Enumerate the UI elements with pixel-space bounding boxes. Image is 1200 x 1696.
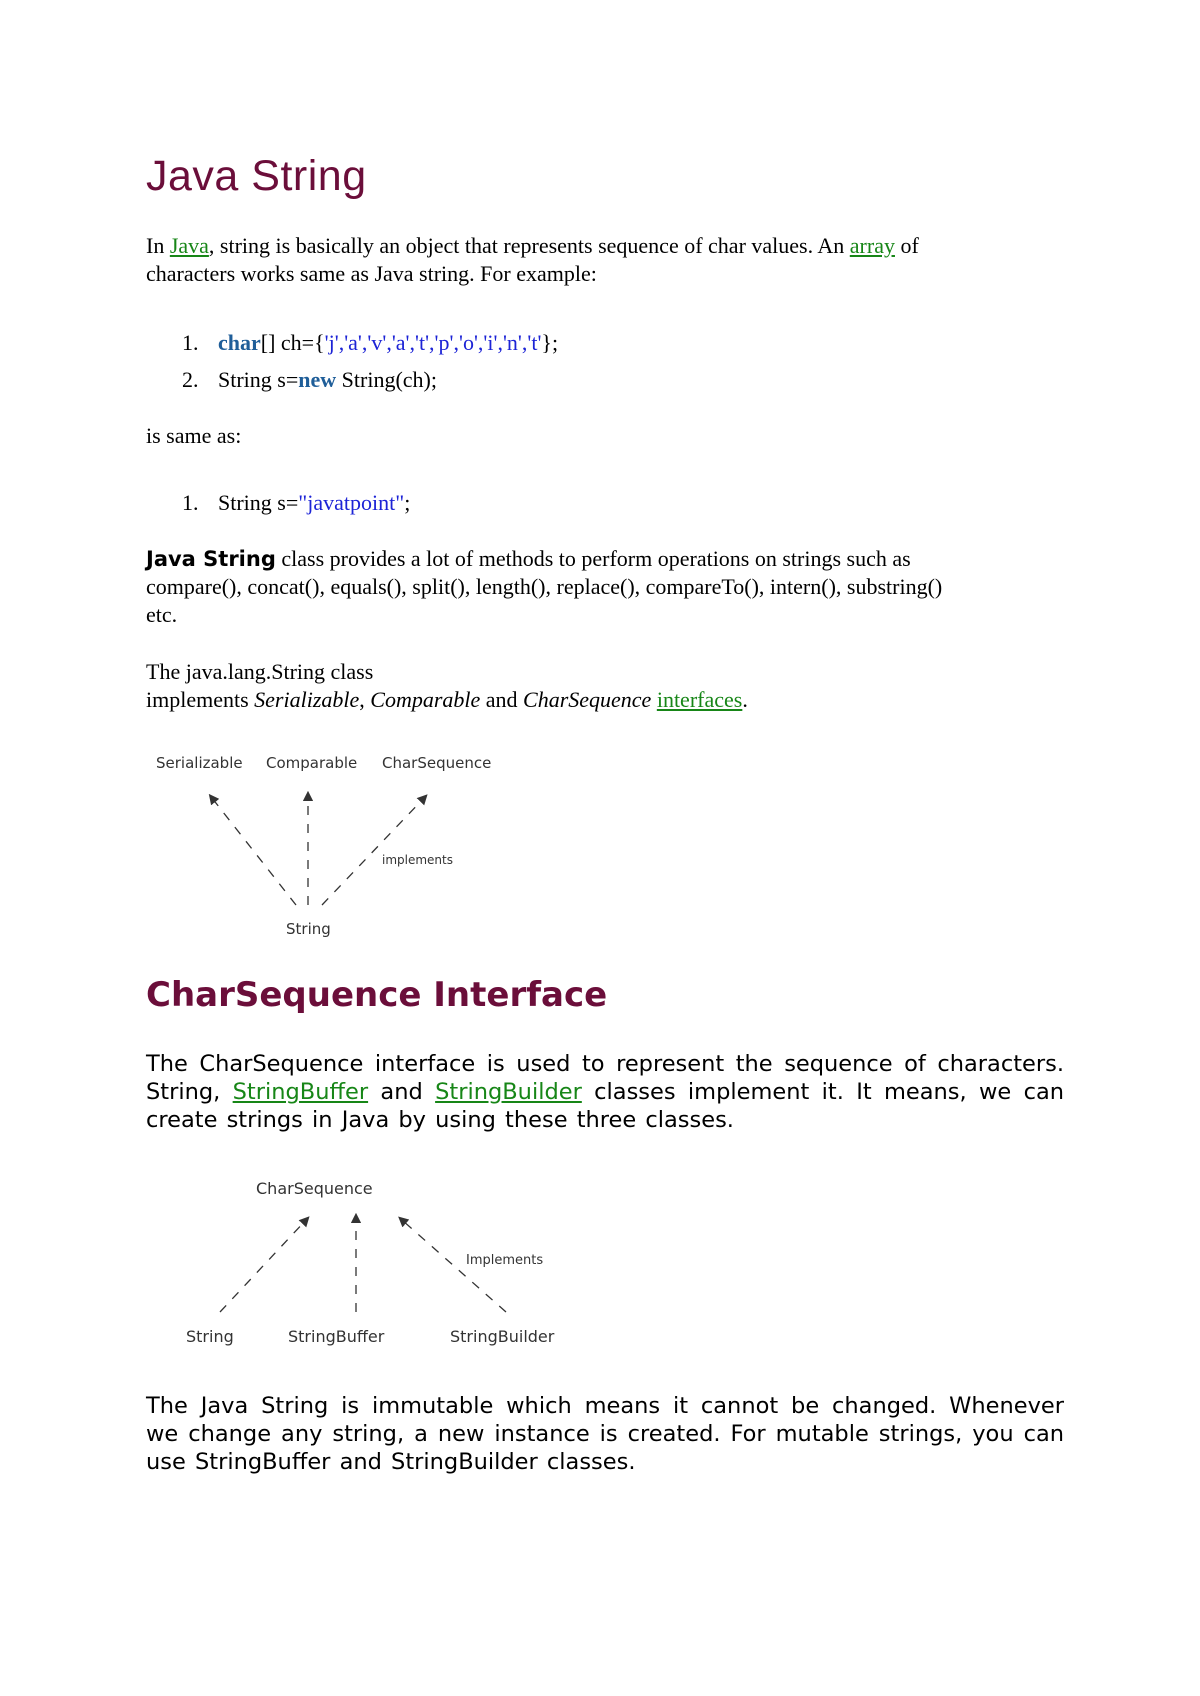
section-heading-charsequence: CharSequence Interface (146, 975, 608, 1015)
same-as-text: is same as: (146, 423, 242, 448)
label2-string: String (186, 1327, 234, 1346)
implements-paragraph: The java.lang.String class implements Serializable, Comparable and CharSequence interfaces. (146, 659, 748, 712)
immutable-paragraph: The Java String is immutable which means it cannot be changed. Whenever we change any string, a new instance is created. For mutable strings, you can use StringBuffer and StringBuilder classes. (146, 1393, 1064, 1475)
arrow-to-serializable (212, 798, 296, 905)
intro-line-2: characters works same as Java string. For example: (146, 261, 597, 286)
label-charsequence: CharSequence (382, 754, 492, 772)
arrow-to-charsequence (322, 798, 424, 905)
array-link[interactable]: array (849, 233, 895, 258)
label-string: String (286, 920, 331, 938)
label2-charsequence: CharSequence (256, 1179, 373, 1198)
label-comparable: Comparable (266, 754, 358, 772)
code-line-1: 1. char[] ch={'j','a','v','a','t','p','o','i','n','t'}; (182, 330, 559, 355)
intro-line-1: In Java, string is basically an object that represents sequence of char values. An array of (146, 233, 919, 258)
methods-paragraph: Java String class provides a lot of methods to perform operations on strings such as compare(), concat(), equals(), split(), length(), replace(), compareTo(), intern(), substring() etc. (146, 546, 943, 627)
charsequence-paragraph: The CharSequence interface is used to represent the sequence of characters. String, StringBuffer and StringBuilder classes implement it. It means, we can create strings in Java by using these three classes. (146, 1051, 1064, 1133)
label2-implements: Implements (466, 1253, 544, 1268)
label2-stringbuffer: StringBuffer (288, 1327, 385, 1346)
charsequence-implementors-diagram (176, 1172, 596, 1352)
label2-stringbuilder: StringBuilder (450, 1327, 555, 1346)
label-serializable: Serializable (156, 754, 243, 772)
arrow-string-to-charsequence (220, 1220, 306, 1312)
code-line-2: 2. String s=new String(ch); (182, 367, 437, 392)
java-string-bold: Java String (146, 547, 276, 571)
string-implements-diagram (146, 750, 506, 940)
intro-paragraph (146, 232, 1066, 288)
java-link[interactable]: Java (169, 233, 209, 258)
interfaces-link[interactable]: interfaces (656, 687, 743, 712)
stringbuffer-link[interactable]: StringBuffer (232, 1079, 369, 1105)
code-line-3: 1. String s="javatpoint"; (182, 490, 411, 515)
page-title: Java String (146, 152, 367, 200)
stringbuilder-link[interactable]: StringBuilder (435, 1079, 582, 1105)
label-implements: implements (382, 853, 453, 867)
